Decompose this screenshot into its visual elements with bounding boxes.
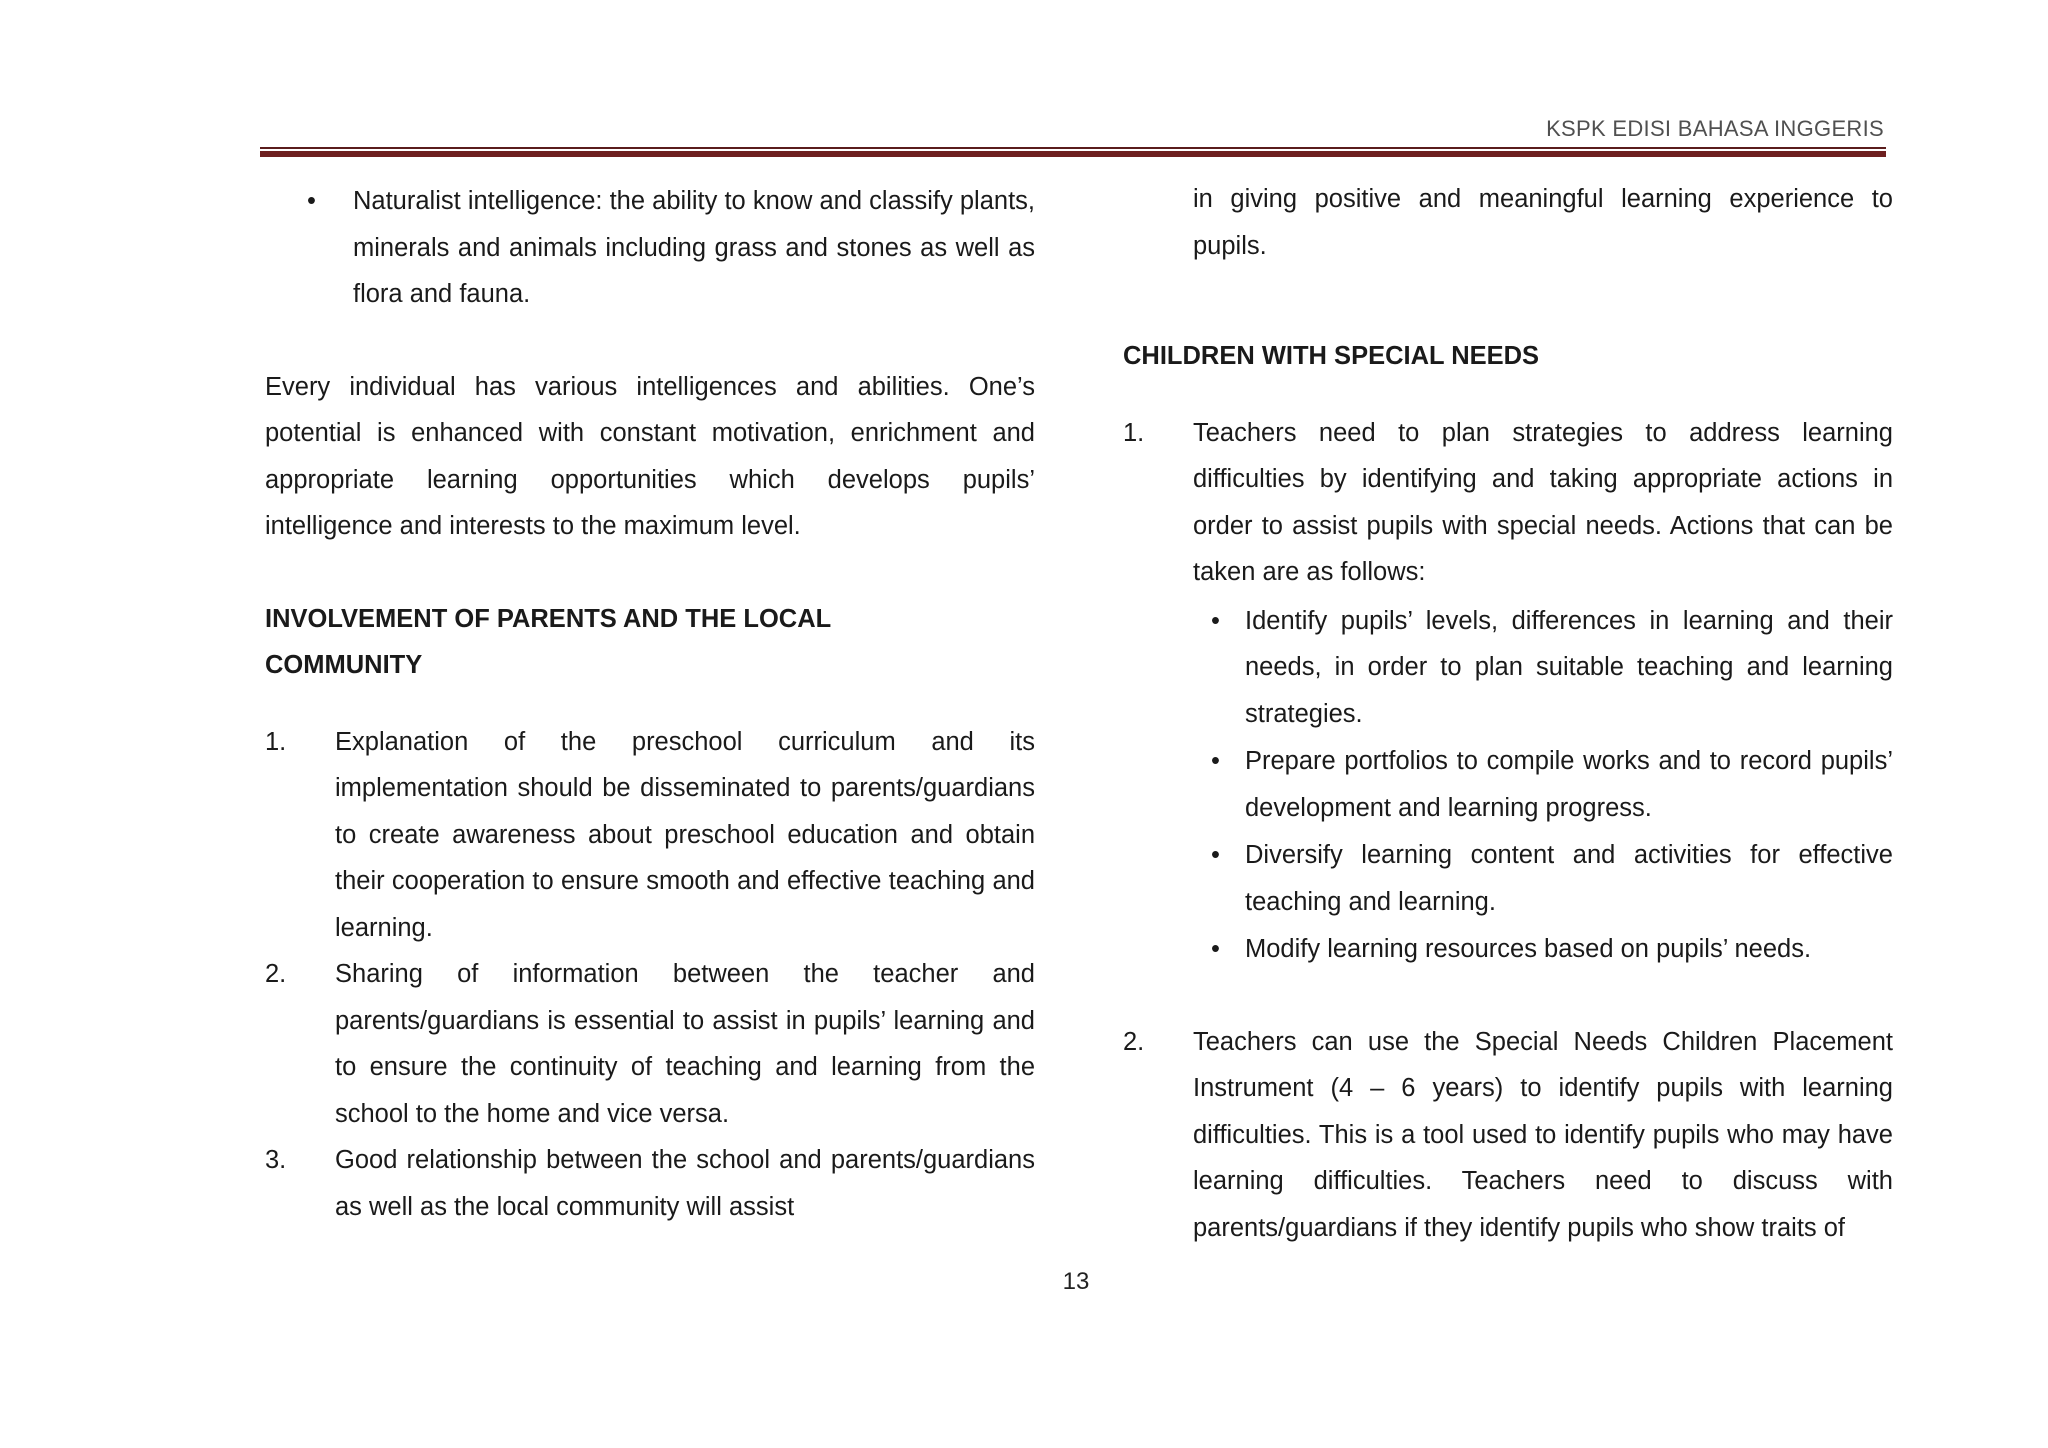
- naturalist-bullet: [265, 178, 1035, 318]
- header-rule-thin: [260, 147, 1886, 149]
- sub-bullet-item: [1123, 926, 1893, 973]
- sub-bullet-text: Identify pupils’ levels, differences in learning and their needs, in order to plan suitable teaching and learning strategies.: [1245, 606, 1893, 728]
- left-column: [265, 178, 1035, 1230]
- list-item-text: Sharing of information between the teacher and parents/guardians is essential to assist in pupils’ learning and to ensure the continuity of teaching and learning from the school to the home and vice versa.: [335, 960, 1035, 1128]
- heading-line-2: COMMUNITY: [265, 651, 423, 679]
- page-number: 13: [1062, 1268, 1090, 1295]
- header-rule-thick: [260, 151, 1886, 157]
- list-item-text: Teachers can use the Special Needs Children Placement Instrument (4 – 6 years) to identify pupils with learning difficulties. This is a tool used to identify pupils who may have learning difficulties. Teachers need to discuss with parents/guardians if they identify pupils who show traits of: [1193, 1027, 1893, 1242]
- list-number: 2.: [265, 960, 287, 988]
- list-item-text: Explanation of the preschool curriculum and its implementation should be disseminated to parents/guardians to create awareness about preschool education and obtain their cooperation to ensure smooth and effective teaching and learning.: [335, 727, 1035, 942]
- bullet-dot-icon: •: [1211, 841, 1220, 869]
- list-item-text: Good relationship between the school and parents/guardians as well as the local community will assist: [335, 1146, 1035, 1221]
- list-number: 2.: [1123, 1027, 1145, 1056]
- list-number: 3.: [265, 1146, 287, 1174]
- list-number: 1.: [1123, 418, 1145, 447]
- bullet-dot-icon: •: [307, 187, 316, 215]
- list-item: [1123, 1019, 1893, 1252]
- list-number: 1.: [265, 727, 287, 756]
- sub-bullet-text: Diversify learning content and activities for effective teaching and learning.: [1245, 841, 1893, 916]
- continuation-text: in giving positive and meaningful learning experience to pupils.: [1193, 185, 1893, 260]
- sub-bullet-text: Modify learning resources based on pupils’ needs.: [1245, 935, 1812, 963]
- sub-bullet-text: Prepare portfolios to compile works and to record pupils’ development and learning progress.: [1245, 747, 1893, 822]
- section-heading-involvement: [265, 596, 1035, 689]
- bullet-dot-icon: •: [1211, 747, 1220, 775]
- sub-bullet-item: [1123, 738, 1893, 831]
- heading-line-1: INVOLVEMENT OF PARENTS AND THE LOCAL: [265, 604, 832, 633]
- list-item: [265, 719, 1035, 952]
- list-item: [265, 1137, 1035, 1230]
- bullet-dot-icon: •: [1211, 935, 1220, 963]
- list-item: [1123, 410, 1893, 596]
- sub-bullet-item: [1123, 832, 1893, 925]
- naturalist-bullet-text: Naturalist intelligence: the ability to know and classify plants, minerals and animals including grass and stones as well as flora and fauna.: [353, 187, 1035, 308]
- running-header: KSPK EDISI BAHASA INGGERIS: [1546, 116, 1884, 141]
- sub-bullet-item: [1123, 598, 1893, 738]
- list-item: [265, 951, 1035, 1137]
- list-item-text: Teachers need to plan strategies to address learning difficulties by identifying and taking appropriate actions in order to assist pupils with special needs. Actions that can be taken are as follows:: [1193, 418, 1893, 586]
- intelligence-paragraph: Every individual has various intelligences and abilities. One’s potential is enhanced with constant motivation, enrichment and appropriate learning opportunities which develops pupils’ intelligence and interests to the maximum level.: [265, 372, 1035, 540]
- bullet-dot-icon: •: [1211, 606, 1220, 635]
- right-column: [1123, 176, 1893, 1251]
- section-heading-special-needs: CHILDREN WITH SPECIAL NEEDS: [1123, 342, 1540, 370]
